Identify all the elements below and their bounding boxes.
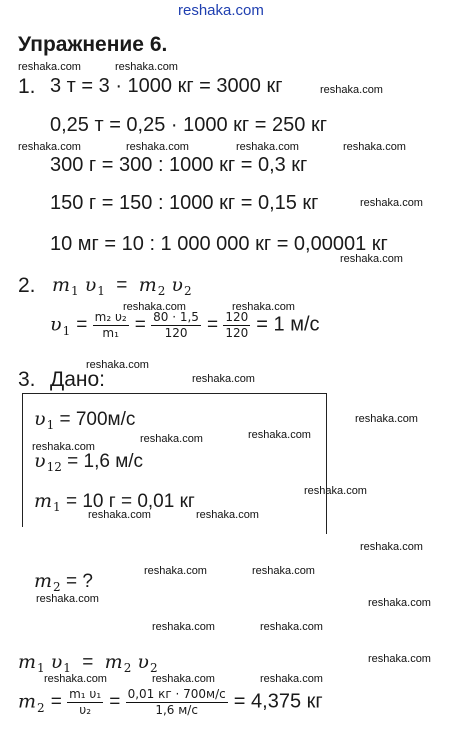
watermark: reshaka.com [115, 61, 178, 73]
exercise-1-number: 1. [18, 75, 36, 98]
exercise-1-line-1: 3 т = 3 · 1000 кг = 3000 кг [50, 75, 283, 97]
watermark: reshaka.com [192, 373, 255, 385]
watermark: reshaka.com [18, 61, 81, 73]
watermark: reshaka.com [140, 433, 203, 445]
given-box-left [22, 393, 23, 527]
watermark: reshaka.com [360, 541, 423, 553]
watermark: reshaka.com [340, 253, 403, 265]
watermark: reshaka.com [18, 141, 81, 153]
watermark: reshaka.com [343, 141, 406, 153]
watermark: reshaka.com [360, 197, 423, 209]
given-velocity-12: $\upsilon_{12} = 1,6$ м/с [34, 450, 144, 474]
mass-2-solution: $m_2$ = $\frac{\text{m₁ υ₁}}{\text{υ₂}}$ = $\frac{0,01 кг \cdot 700м/с}{1,6 м/с}$ = 4,375 кг [18, 687, 323, 718]
watermark: reshaka.com [260, 673, 323, 685]
given-label: Дано: [50, 368, 106, 391]
velocity-solution: $\upsilon_1$ = $\frac{\text{m₂ υ₂}}{\text{m₁}}$ = $\frac{80 \cdot 1,5}{120}$ = $\frac{120}{120}$ = 1 м/с [50, 310, 320, 341]
watermark: reshaka.com [368, 597, 431, 609]
watermark: reshaka.com [126, 141, 189, 153]
given-box-top [22, 393, 327, 394]
watermark: reshaka.com [152, 621, 215, 633]
given-velocity-1: $\upsilon_1 = 700м/с$ [34, 408, 136, 432]
watermark: reshaka.com [44, 673, 107, 685]
watermark: reshaka.com [248, 429, 311, 441]
watermark: reshaka.com [232, 301, 295, 313]
watermark: reshaka.com [88, 509, 151, 521]
page-title: Упражнение 6. [18, 33, 168, 56]
exercise-3-number: 3. [18, 368, 36, 391]
watermark: reshaka.com [32, 441, 95, 453]
exercise-2-number: 2. [18, 274, 36, 297]
site-header-link[interactable]: reshaka.com [178, 2, 264, 19]
watermark: reshaka.com [236, 141, 299, 153]
momentum-law: $m_1$ $\upsilon_1 = m_2$ $\upsilon_2$ [18, 651, 158, 675]
watermark: reshaka.com [260, 621, 323, 633]
watermark: reshaka.com [144, 565, 207, 577]
find-mass-2: $m_2$ = ? [34, 570, 93, 594]
given-box-right [326, 393, 327, 534]
watermark: reshaka.com [86, 359, 149, 371]
watermark: reshaka.com [304, 485, 367, 497]
exercise-1-line-4: 150 г = 150 : 1000 кг = 0,15 кг [50, 192, 319, 214]
watermark: reshaka.com [368, 653, 431, 665]
watermark: reshaka.com [123, 301, 186, 313]
exercise-1-line-3: 300 г = 300 : 1000 кг = 0,3 кг [50, 154, 308, 176]
exercise-1-line-2: 0,25 т = 0,25 · 1000 кг = 250 кг [50, 114, 327, 136]
watermark: reshaka.com [196, 509, 259, 521]
watermark: reshaka.com [36, 593, 99, 605]
watermark: reshaka.com [320, 84, 383, 96]
exercise-1-line-5: 10 мг = 10 : 1 000 000 кг = 0,00001 кг [50, 233, 388, 255]
watermark: reshaka.com [252, 565, 315, 577]
given-mass-1: $m_1 = 10$ г = 0,01 кг [34, 490, 195, 514]
momentum-equation: $m_1$ $\upsilon_1 = m_2$ $\upsilon_2$ [52, 274, 192, 298]
watermark: reshaka.com [355, 413, 418, 425]
watermark: reshaka.com [152, 673, 215, 685]
